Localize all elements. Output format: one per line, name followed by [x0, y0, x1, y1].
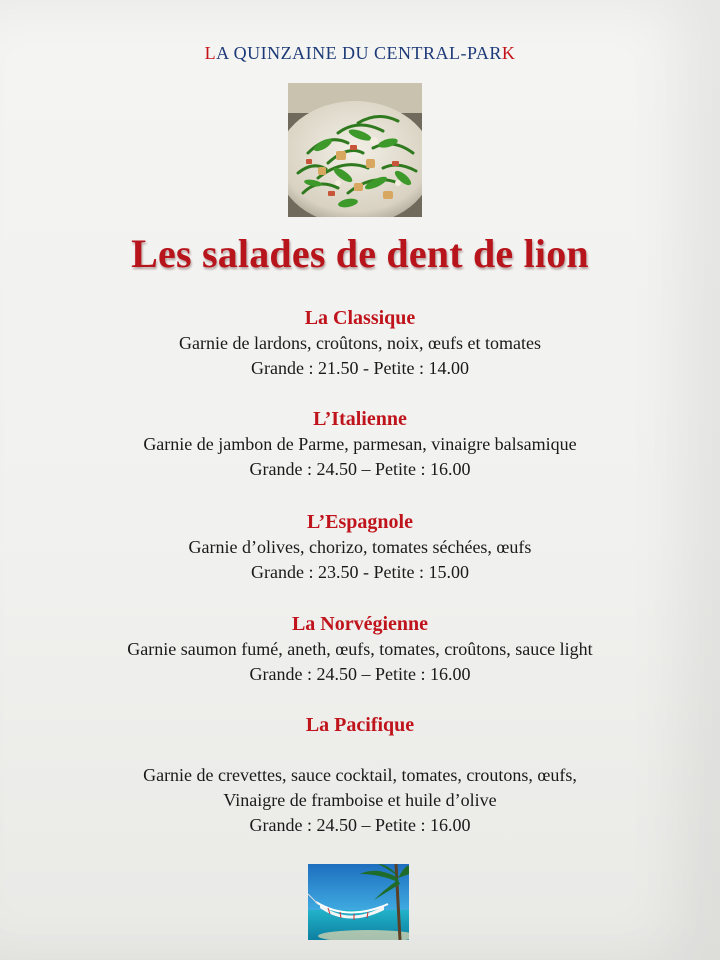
- item-description: Garnie de lardons, croûtons, noix, œufs et tomates: [179, 333, 541, 353]
- menu-item: [0, 712, 720, 838]
- restaurant-name: [0, 43, 720, 64]
- menu-title: Les salades de dent de lion: [131, 231, 589, 276]
- item-description: Garnie de crevettes, sauce cocktail, tomates, croutons, œufs,: [143, 765, 577, 785]
- item-name: L’Italienne: [313, 408, 407, 430]
- hammock-beach-photo: [308, 864, 409, 940]
- menu-item: [0, 611, 720, 687]
- item-price: Grande : 24.50 – Petite : 16.00: [249, 664, 471, 684]
- hammock-beach-drawing: [308, 864, 409, 940]
- item-description: Garnie saumon fumé, aneth, œufs, tomates, croûtons, sauce light: [127, 639, 593, 659]
- item-description: Vinaigre de framboise et huile d’olive: [223, 790, 497, 810]
- menu-item: [0, 509, 720, 585]
- item-name: La Norvégienne: [291, 613, 429, 635]
- item-description: Garnie de jambon de Parme, parmesan, vinaigre balsamique: [143, 434, 577, 454]
- item-price: Grande : 24.50 – Petite : 16.00: [249, 815, 471, 835]
- item-name: La Pacifique: [305, 714, 415, 736]
- item-price: Grande : 21.50 - Petite : 14.00: [251, 358, 469, 378]
- salad-photo: [288, 83, 422, 217]
- item-name: L’Espagnole: [307, 511, 413, 533]
- item-price: Grande : 23.50 - Petite : 15.00: [251, 562, 469, 582]
- item-description: Garnie d’olives, chorizo, tomates séchées, œufs: [188, 537, 532, 557]
- menu-item: [0, 305, 720, 381]
- item-price: Grande : 24.50 – Petite : 16.00: [249, 459, 471, 479]
- restaurant-name-last-letter: K: [501, 43, 516, 63]
- salad-photo-drawing: [288, 83, 422, 217]
- restaurant-name-middle: A QUINZAINE DU CENTRAL-PAR: [216, 43, 502, 63]
- item-name: La Classique: [304, 307, 416, 329]
- restaurant-name-first-letter: L: [204, 43, 217, 63]
- menu-item: [0, 406, 720, 482]
